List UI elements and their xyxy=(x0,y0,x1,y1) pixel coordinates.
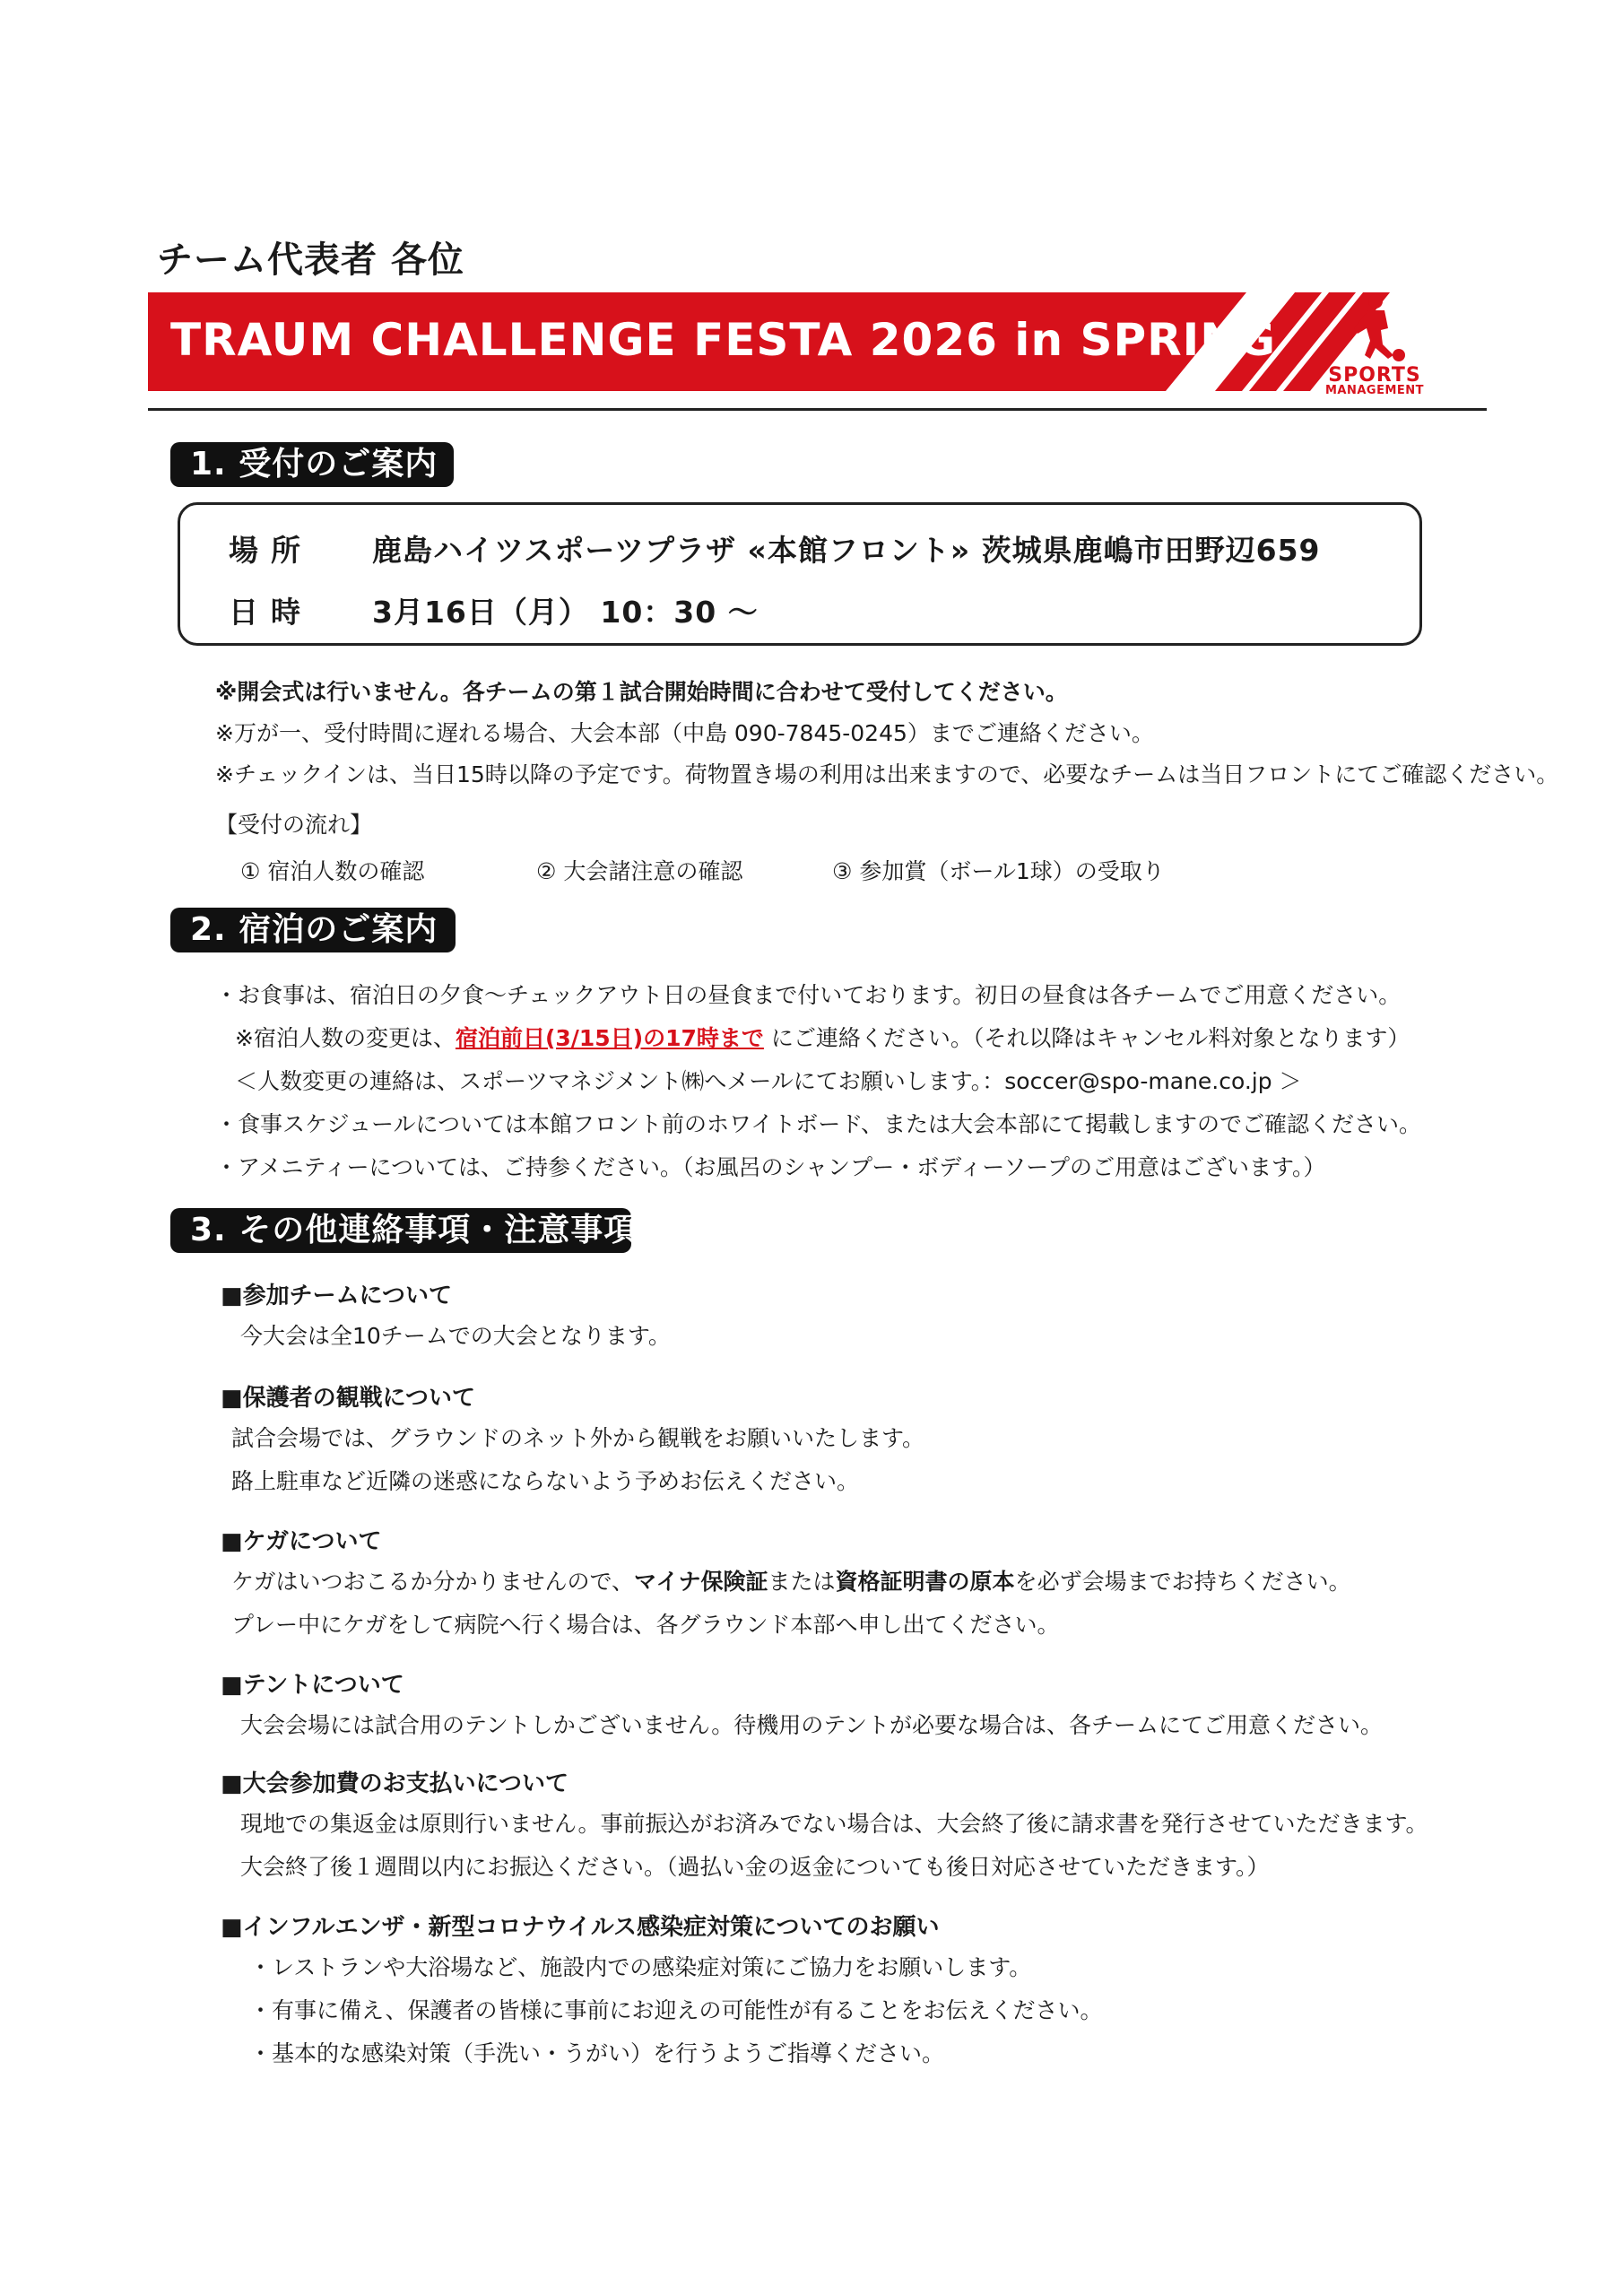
tent-text: 大会会場には試合用のテントしかございません。待機用のテントが必要な場合は、各チームにてご用意ください。 xyxy=(240,1712,1384,1738)
date-value: 3月16日（月） 10：30 ～ xyxy=(372,595,759,630)
infection-heading: ■インフルエンザ・新型コロナウイルス感染症対策についてのお願い xyxy=(221,1914,940,1941)
title-banner xyxy=(148,292,1314,391)
headcount-change-pre: ※宿泊人数の変更は、 xyxy=(235,1025,456,1051)
injury-text-1a: ケガはいつおこるか分かりませんので、 xyxy=(231,1569,635,1595)
fee-heading: ■大会参加費のお支払いについて xyxy=(221,1770,569,1797)
place-label: 場所 xyxy=(229,533,313,568)
headcount-change-note xyxy=(235,1021,1410,1053)
spectate-text-1: 試合会場では、グラウンドのネット外から観戦をお願いいたします。 xyxy=(231,1425,925,1451)
flow-title: 【受付の流れ】 xyxy=(215,812,373,838)
note-late-contact: ※万が一、受付時間に遅れる場合、大会本部（中島 090-7845-0245）までご連絡ください。 xyxy=(215,720,1154,746)
soccer-player-icon xyxy=(1316,292,1433,364)
greeting-heading: チーム代表者 各位 xyxy=(157,239,464,281)
place-value: 鹿島ハイツスポーツプラザ «本館フロント» 茨城県鹿嶋市田野辺659 xyxy=(372,533,1321,568)
fee-text-1: 現地での集返金は原則行いません。事前振込がお済みでない場合は、大会終了後に請求書を発行させていただきます。 xyxy=(240,1811,1428,1837)
injury-text-1e: を必ず会場までお持ちください。 xyxy=(1014,1569,1351,1595)
infection-text-3: ・基本的な感染対策（手洗い・うがい）を行うようご指導ください。 xyxy=(249,2040,945,2066)
logo-text-sports: SPORTS xyxy=(1328,364,1421,387)
section-2-title: 2. 宿泊のご案内 xyxy=(170,908,456,952)
spectate-text-2: 路上駐車など近隣の迷惑にならないよう予めお伝えください。 xyxy=(231,1468,860,1494)
header-divider xyxy=(148,408,1487,411)
flow-step-2: ② 大会諸注意の確認 xyxy=(536,858,743,884)
headcount-contact-email: ＜人数変更の連絡は、スポーツマネジメント㈱へメールにてお願いします。：soccer@spo-mane.co.jp ＞ xyxy=(235,1068,1302,1094)
teams-text: 今大会は全10チームでの大会となります。 xyxy=(240,1323,671,1349)
flow-step-1: ① 宿泊人数の確認 xyxy=(240,858,425,884)
note-opening-ceremony: ※開会式は行いません。各チームの第１試合開始時間に合わせて受付してください。 xyxy=(215,679,1068,705)
injury-text-1c: または xyxy=(768,1569,836,1595)
flow-step-3: ③ 参加賞（ボール1球）の受取り xyxy=(832,858,1165,884)
infection-text-1: ・レストランや大浴場など、施設内での感染症対策にご協力をお願いします。 xyxy=(249,1954,1032,1980)
amenity-info: ・アメニティーについては、ご持参ください。（お風呂のシャンプー・ボディーソープのご用意はございます。） xyxy=(215,1154,1326,1180)
meal-info: ・お食事は、宿泊日の夕食～チェックアウト日の昼食まで付いております。初日の昼食は各チームでご用意ください。 xyxy=(215,982,1402,1008)
injury-text-2: プレー中にケガをして病院へ行く場合は、各グラウンド本部へ申し出てください。 xyxy=(231,1612,1060,1638)
date-label: 日時 xyxy=(229,595,313,630)
injury-certificate: 資格証明書の原本 xyxy=(835,1569,1015,1595)
injury-my-number-card: マイナ保険証 xyxy=(634,1569,768,1595)
sports-management-logo xyxy=(1316,292,1433,400)
injury-text-1 xyxy=(231,1564,1351,1596)
tent-heading: ■テントについて xyxy=(221,1672,404,1699)
spectate-heading: ■保護者の観戦について xyxy=(221,1385,476,1412)
logo-text-management: MANAGEMENT xyxy=(1324,384,1425,397)
note-checkin: ※チェックインは、当日15時以降の予定です。荷物置き場の利用は出来ますので、必要なチームは当日フロントにてご確認ください。 xyxy=(215,761,1559,787)
teams-heading: ■参加チームについて xyxy=(221,1283,453,1309)
reception-info-box xyxy=(178,502,1422,646)
event-title: TRAUM CHALLENGE FESTA 2026 in SPRING xyxy=(170,314,1277,366)
fee-text-2: 大会終了後１週間以内にお振込ください。（過払い金の返金についても後日対応させていただきます。） xyxy=(240,1854,1270,1880)
section-1-title: 1. 受付のご案内 xyxy=(170,442,454,487)
infection-text-2: ・有事に備え、保護者の皆様に事前にお迎えの可能性が有ることをお伝えください。 xyxy=(249,1997,1103,2023)
headcount-deadline: 宿泊前日(3/15日)の17時まで xyxy=(455,1025,764,1051)
section-3-title: 3. その他連絡事項・注意事項 xyxy=(170,1208,631,1253)
headcount-change-post: にご連絡ください。（それ以降はキャンセル料対象となります） xyxy=(763,1025,1410,1051)
injury-heading: ■ケガについて xyxy=(221,1528,382,1555)
meal-schedule-info: ・食事スケジュールについては本館フロント前のホワイトボード、または大会本部にて掲載しますのでご確認ください。 xyxy=(215,1111,1422,1137)
